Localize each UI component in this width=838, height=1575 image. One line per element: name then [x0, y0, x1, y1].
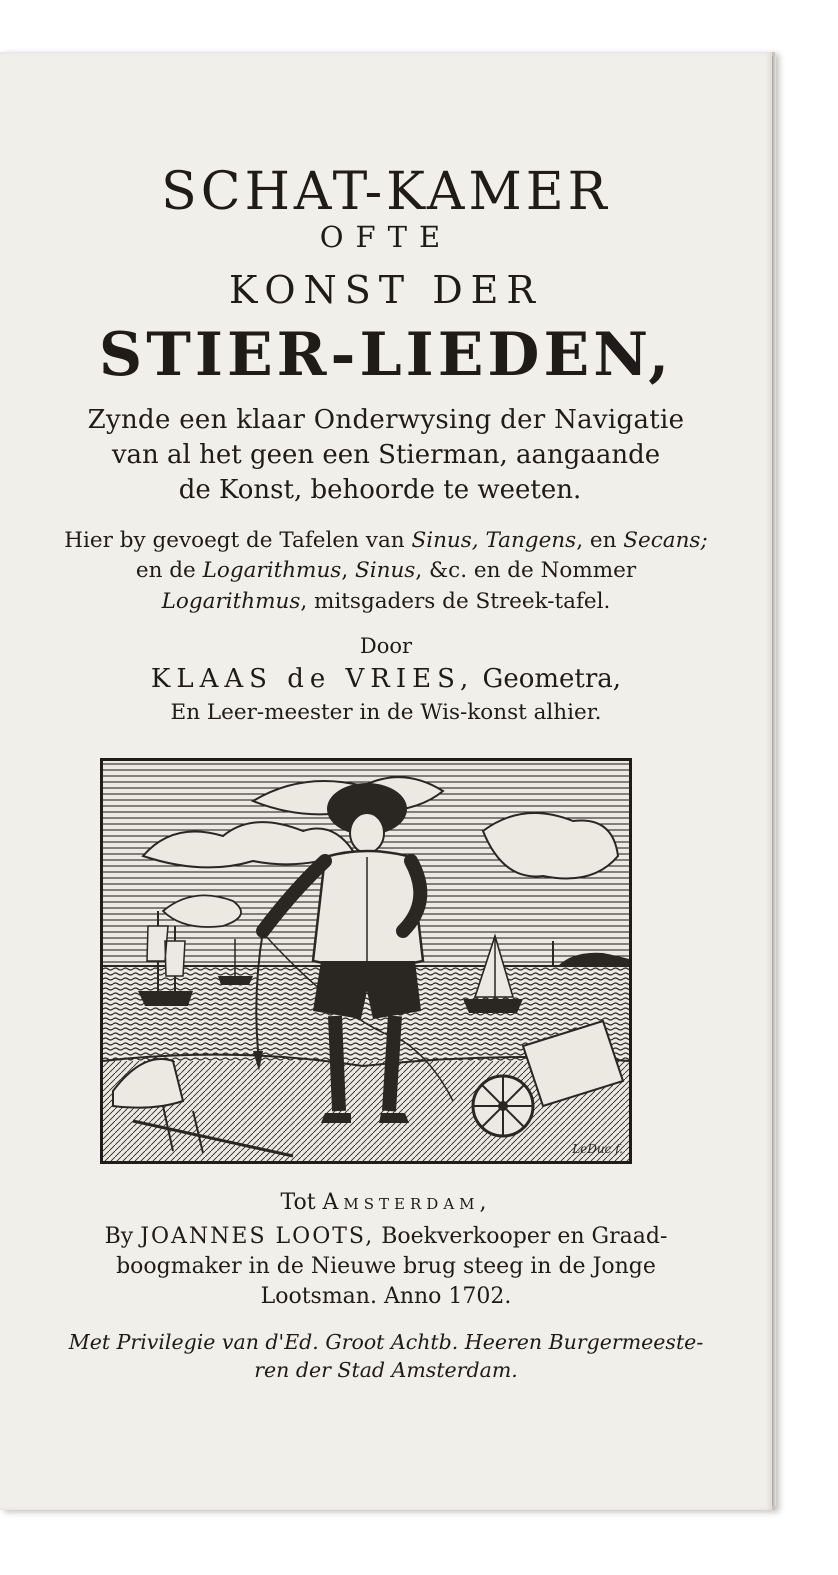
privilege-line-1: Met Privilegie van d'Ed. Groot Achtb. Heeren Burgermeeste-	[68, 1330, 704, 1354]
imprint-line-2: By JOANNES LOOTS, Boekverkooper en Graad-	[104, 1224, 668, 1249]
title-line-3: KONST DER	[228, 268, 544, 312]
supplement-line-3: Logarithmus, mitsgaders de Streek-tafel.	[161, 589, 611, 614]
author-role: Geometra,	[474, 664, 622, 694]
title-page	[0, 52, 775, 1510]
supplement-line-2: en de Logarithmus, Sinus, &c. en de Nommer	[135, 558, 637, 583]
page-edge	[772, 56, 776, 1506]
author-line	[0, 664, 772, 694]
subtitle-line-1: Zynde een klaar Onderwysing der Navigatie	[87, 405, 685, 435]
engraver-signature: LeDuc f.	[572, 1142, 623, 1156]
privilege-line-2: ren der Stad Amsterdam.	[254, 1358, 518, 1382]
subtitle-line-2: van al het geen een Stierman, aangaande	[111, 440, 661, 470]
woodcut-illustration	[100, 758, 632, 1164]
imprint-line-1: Tot Amsterdam,	[280, 1190, 492, 1215]
subtitle-line-3: de Konst, behoorde te weeten.	[178, 475, 582, 505]
imprint-line-3: boogmaker in de Nieuwe brug steeg in de Jonge	[116, 1254, 656, 1279]
author-position: En Leer-meester in de Wis-konst alhier.	[170, 700, 602, 725]
supplement-line-1: Hier by gevoegt de Tafelen van Sinus, Tangens, en Secans;	[64, 528, 708, 553]
author-name: KLAAS de VRIES,	[150, 664, 475, 694]
byline: Door	[359, 634, 413, 658]
navigator-woodcut-image	[103, 761, 629, 1161]
imprint-line-4: Lootsman. Anno 1702.	[260, 1284, 512, 1309]
title-line-2: OFTE	[319, 220, 453, 254]
title-line-4: STIER-LIEDEN,	[98, 320, 674, 390]
title-line-1: SCHAT-KAMER	[161, 162, 611, 222]
